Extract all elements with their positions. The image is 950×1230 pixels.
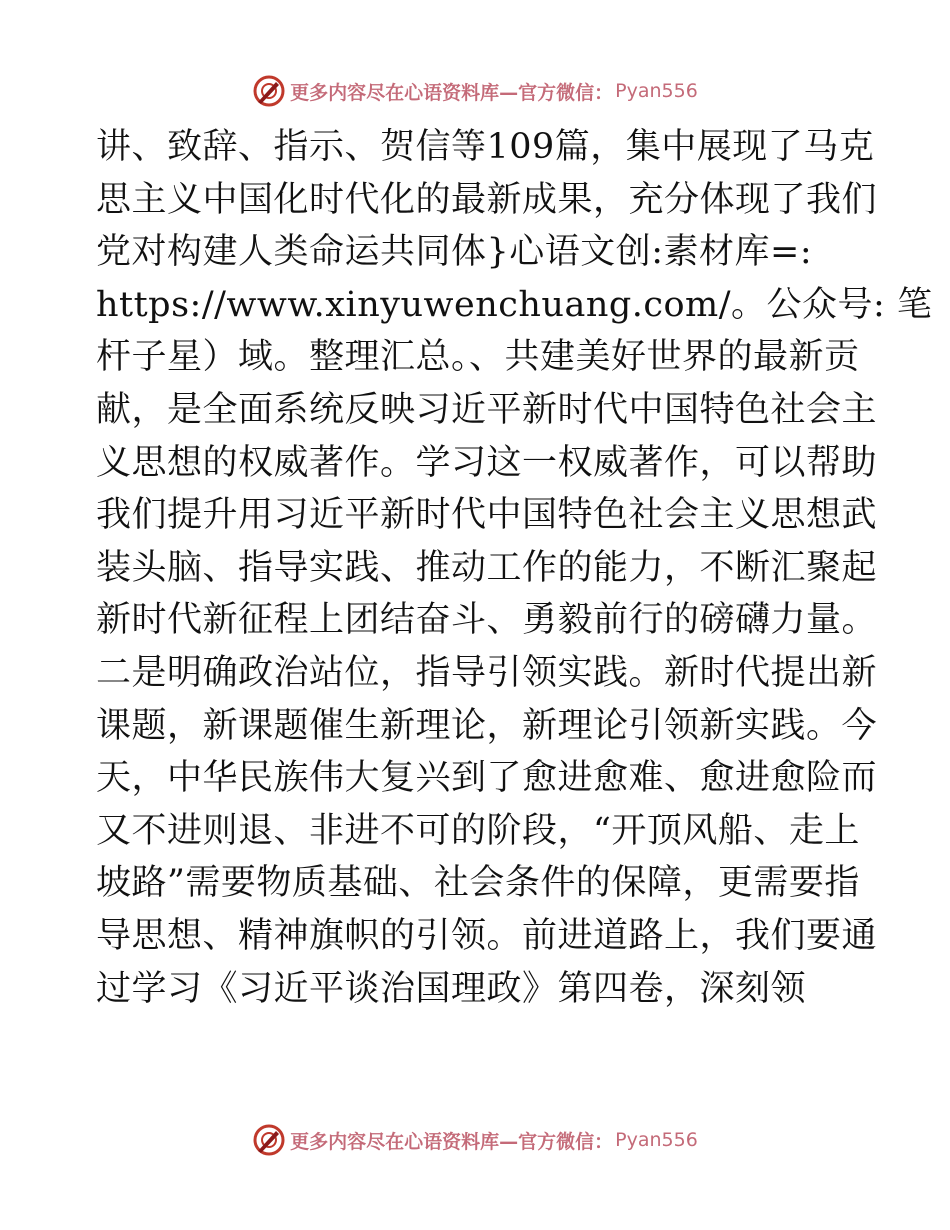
footer-banner-text: 更多内容尽在心语资料库—官方微信： xyxy=(290,1130,614,1153)
body-line: 党对构建人类命运共同体}心语文创:素材库=: xyxy=(96,232,813,273)
document-body xyxy=(96,121,933,1015)
body-line: 又不进则退、非进不可的阶段，“开顶风船、走上 xyxy=(96,810,860,851)
footer-wechat-handle: Pyan556 xyxy=(615,1129,698,1151)
body-line: 过学习《习近平谈治国理政》第四卷，深刻领 xyxy=(96,968,807,1009)
body-line: 新时代新征程上团结奋斗、勇毅前行的磅礴力量。 xyxy=(96,600,878,641)
body-line: 装头脑、指导实践、推动工作的能力，不断汇聚起 xyxy=(96,547,878,588)
body-line: 思主义中国化时代化的最新成果，充分体现了我们 xyxy=(96,179,878,220)
body-line: 导思想、精神旗帜的引领。前进道路上，我们要通 xyxy=(96,915,878,956)
footer-banner xyxy=(0,1120,950,1160)
body-line: 坡路”需要物质基础、社会条件的保障，更需要指 xyxy=(96,863,860,904)
header-banner-text: 更多内容尽在心语资料库—官方微信： xyxy=(290,81,614,104)
body-line: 二是明确政治站位，指导引领实践。新时代提出新 xyxy=(96,652,878,693)
body-line: 我们提升用习近平新时代中国特色社会主义思想武 xyxy=(96,495,878,536)
pen-circle-logo-icon xyxy=(252,1123,286,1157)
body-line: https://www.xinyuwenchuang.com/。公众号: 笔 xyxy=(96,284,933,325)
body-line: 义思想的权威著作。学习这一权威著作，可以帮助 xyxy=(96,442,878,483)
body-line: 天，中华民族伟大复兴到了愈进愈难、愈进愈险而 xyxy=(96,758,878,799)
body-line: 献，是全面系统反映习近平新时代中国特色社会主 xyxy=(96,389,878,430)
body-line: 杆子星）域。整理汇总。、共建美好世界的最新贡 xyxy=(96,337,860,378)
body-line: 课题，新课题催生新理论，新理论引领新实践。今 xyxy=(96,705,878,746)
body-line: 讲、致辞、指示、贺信等109篇，集中展现了马克 xyxy=(96,127,875,167)
header-wechat-handle: Pyan556 xyxy=(615,80,698,102)
header-banner xyxy=(0,71,950,111)
pen-circle-logo-icon xyxy=(252,74,286,108)
